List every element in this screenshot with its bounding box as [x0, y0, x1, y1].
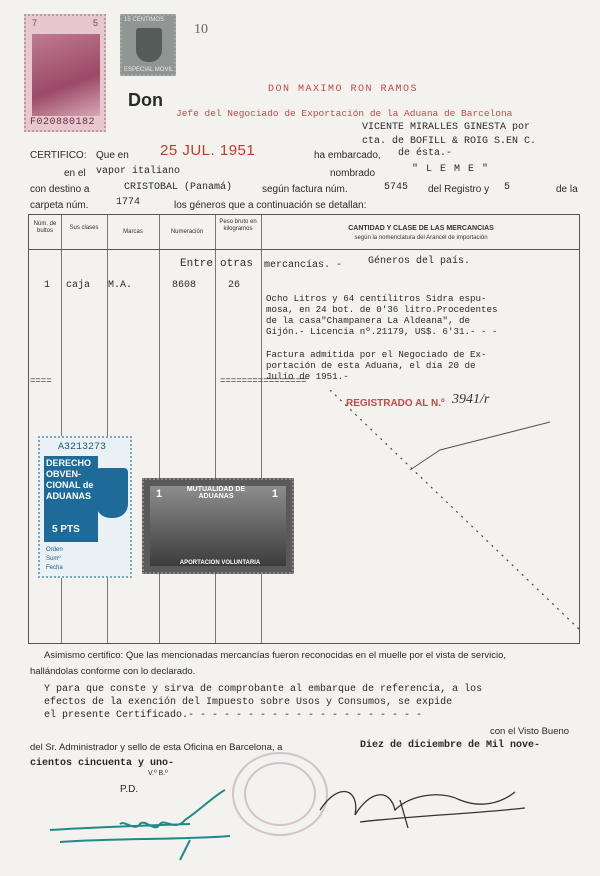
desc-line-2: mosa, en 24 bot. de 0'36 litro.Procedentes	[266, 304, 498, 315]
stamp-figure-icon	[32, 34, 100, 116]
aduanas-stamp	[38, 436, 132, 578]
sail-subtitle: APORTACION VOLUNTARIA	[179, 560, 261, 566]
registro-label: del Registro y	[428, 184, 490, 195]
aduanas-line-3: CIONAL de	[46, 480, 94, 490]
generos-label: los géneros que a continuación se detallan:	[174, 200, 367, 211]
field-fecha: Fecha	[46, 565, 63, 571]
aduanas-fields	[46, 546, 63, 573]
sail-value-right: 1	[271, 488, 278, 500]
note-line-1: Factura admitida por el Negociado de Ex-	[266, 349, 487, 360]
vessel-name: " L E M E "	[412, 164, 490, 175]
presente-text: el presente Certificado.- - - - - - - - - - - - - - - - - - - -	[44, 710, 423, 721]
fiscal-stamp-red	[24, 14, 106, 132]
fiscal-stamp-grey	[120, 14, 176, 76]
factura-number: 5745	[384, 182, 409, 193]
official-name: DON MAXIMO RON RAMOS	[268, 84, 419, 95]
registrado-number: 3941/r	[452, 392, 490, 407]
carpeta-number: 1774	[116, 197, 141, 208]
note-line-2: portación de esta Aduana, el día 20 de	[266, 360, 476, 371]
fecha-line-1: Diez de diciembre de Mil nove-	[360, 740, 541, 751]
ha-embarcado-label: ha embarcado,	[314, 150, 381, 161]
que-en-label: Que en	[96, 150, 129, 161]
don-label: Don	[128, 90, 163, 110]
coat-of-arms-icon	[136, 28, 162, 62]
pd-label: P.D.	[120, 784, 139, 795]
vessel-type: vapor italiano	[96, 166, 181, 177]
header-peso: Peso bruto en kilogramos	[219, 219, 257, 232]
certifico-label: CERTIFICO:	[30, 150, 87, 161]
sail-value-left: 1	[156, 488, 163, 500]
registrado-stamp: REGISTRADO AL N.º	[346, 398, 445, 409]
vb-label: V.º B.º	[148, 770, 168, 777]
asimismo-text: Asimismo certifico: Que las mencionadas mercancías fueron reconocidas en el muelle por el vista de servicio,	[44, 650, 507, 661]
mutualidad-stamp	[142, 478, 294, 574]
otras-text: otras	[220, 258, 254, 270]
signature-left	[40, 780, 240, 870]
header-cantidad: CANTIDAD Y CLASE DE LAS MERCANCIAS	[348, 225, 494, 232]
eagle-shield-icon	[96, 468, 128, 518]
registro-number: 5	[504, 182, 511, 193]
mercancias-text: mercancías. -	[264, 260, 343, 271]
sail-title: MUTUALIDAD DE ADUANAS	[186, 486, 246, 500]
cell-numeracion: 8608	[172, 280, 197, 291]
cell-marcas: M.A.	[108, 280, 133, 291]
note-line-3: Julio de 1951.-	[266, 371, 349, 382]
visto-bueno-text: con el Visto Bueno	[490, 726, 570, 737]
official-role: Jefe del Negociado de Exportación de la Aduana de Barcelona	[176, 108, 513, 119]
fecha-line-2: cientos cincuenta y uno-	[30, 758, 175, 769]
stamp-grey-top: 15 CENTIMOS	[124, 17, 165, 23]
desc-line-1: Ocho Litros y 64 centílitros Sidra espu-	[266, 293, 487, 304]
sender-line-2: cta. de BOFILL & ROIG S.EN C.	[362, 136, 537, 147]
aduanas-line-1: DERECHO	[46, 458, 92, 468]
aduanas-line-4: ADUANAS	[46, 491, 91, 501]
field-orden: Orden	[46, 547, 63, 553]
header-bultos: Núm. de bultos	[33, 221, 57, 234]
field-sum: Sumº	[46, 556, 61, 562]
de-la-label: de la	[556, 184, 578, 195]
stamp-grey-bottom: ESPECIAL MOVIL	[124, 67, 174, 73]
destination: CRISTOBAL (Panamá)	[124, 182, 233, 193]
signature-right	[300, 770, 540, 840]
cell-clase: caja	[66, 280, 91, 291]
dash-separator-mid: ================	[220, 376, 307, 386]
nombrado-label: nombrado	[330, 168, 376, 179]
aduanas-value: 5 PTS	[52, 524, 80, 535]
diagonal-strike	[330, 390, 580, 630]
stamp-value-right: 5	[92, 18, 98, 28]
stamp-value-left: 7	[32, 18, 38, 28]
entre-text: Entre	[180, 258, 214, 270]
sender-line-3: de ésta.-	[398, 148, 453, 159]
stamp-serial: F020880182	[30, 117, 96, 128]
header-numeracion: Numeración	[170, 229, 204, 235]
aduanas-serial: A3213273	[58, 442, 107, 453]
header-nomenclatura: según la nomenclatura del Arancel de importación	[354, 235, 488, 241]
para-que-text: Y para que conste y sirva de comprobante al embarque de referencia, a los	[44, 684, 483, 695]
sender-line-1: VICENTE MIRALLES GINESTA por	[362, 122, 531, 133]
generos-pais-text: Géneros del país.	[368, 256, 471, 267]
destino-label: con destino a	[30, 184, 90, 195]
date-stamp: 25 JUL. 1951	[160, 142, 256, 159]
en-el-label: en el	[64, 168, 86, 179]
cell-peso: 26	[228, 280, 241, 291]
carpeta-label: carpeta núm.	[30, 200, 89, 211]
header-clases: Sus clases	[69, 225, 99, 231]
hallandolas-text: hallándolas conforme con lo declarado.	[30, 666, 196, 677]
page-number: 10	[194, 22, 208, 37]
efectos-text: efectos de la exención del Impuesto sobre Usos y Consumos, se expide	[44, 697, 453, 708]
desc-line-3: de la casa"Champanera La Aldeana", de	[266, 315, 470, 326]
administrador-text: del Sr. Administrador y sello de esta Oficina en Barcelona, a	[30, 742, 283, 753]
header-marcas: Marcas	[123, 229, 143, 235]
cell-bultos: 1	[44, 280, 51, 291]
desc-line-4: Gijón.- Licencia nº.21179, US$. 6'31.- - -	[266, 326, 498, 337]
dash-separator-left: ====	[30, 376, 52, 386]
segun-factura-label: según factura núm.	[262, 184, 348, 195]
aduanas-line-2: OBVEN-	[46, 469, 82, 479]
